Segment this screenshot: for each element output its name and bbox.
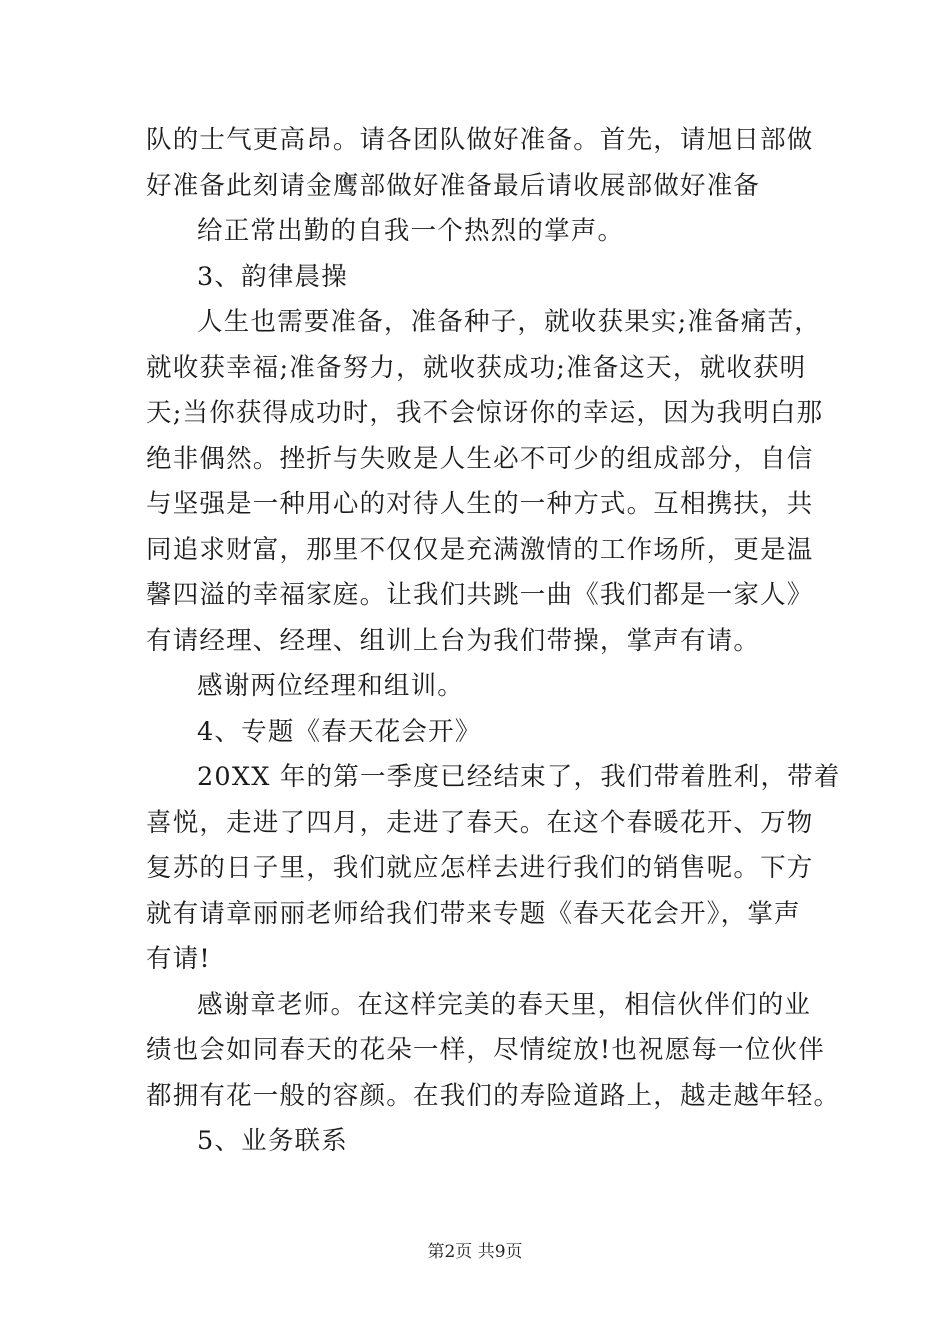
text-line: 喜悦，走进了四月，走进了春天。在这个春暖花开、万物	[146, 807, 814, 838]
section-heading: 4、专题《春天花会开》	[197, 716, 482, 747]
text-line: 都拥有花一般的容颜。在我们的寿险道路上，越走越年轻。	[146, 1080, 841, 1111]
text-line: 馨四溢的幸福家庭。让我们共跳一曲《我们都是一家人》	[146, 580, 814, 610]
text-line: 感谢章老师。在这样完美的春天里，相信伙伴们的业	[197, 989, 812, 1020]
text-line: 同追求财富，那里不仅仅是充满激情的工作场所，更是温	[146, 534, 814, 565]
text-line: 复苏的日子里，我们就应怎样去进行我们的销售呢。下方	[146, 853, 814, 883]
text-line: 有请经理、经理、组训上台为我们带操，掌声有请。	[146, 625, 761, 656]
page-number-footer: 第2页 共9页	[427, 1242, 523, 1262]
text-line: 与坚强是一种用心的对待人生的一种方式。互相携扶，共	[146, 489, 814, 519]
text-line: 绝非偶然。挫折与失败是人生必不可少的组成部分，自信	[146, 443, 814, 474]
text-line: 好准备此刻请金鹰部做好准备最后请收展部做好准备	[146, 170, 761, 201]
text-line: 有请!	[146, 944, 211, 974]
text-line: 天;当你获得成功时，我不会惊讶你的幸运，因为我明白那	[146, 398, 824, 428]
document-body	[146, 118, 841, 1165]
section-heading: 5、业务联系	[197, 1126, 348, 1156]
text-line: 就有请章丽丽老师给我们带来专题《春天花会开》，掌声	[146, 898, 801, 929]
text-line: 队的士气更高昂。请各团队做好准备。首先，请旭日部做	[146, 125, 814, 155]
text-line: 绩也会如同春天的花朵一样，尽情绽放!也祝愿每一位伙伴	[146, 1035, 825, 1065]
section-heading: 3、韵律晨操	[197, 261, 348, 292]
text-line: 20XX 年的第一季度已经结束了，我们带着胜利，带着	[197, 762, 841, 792]
text-line: 感谢两位经理和组训。	[197, 671, 465, 701]
text-line: 给正常出勤的自我一个热烈的掌声。	[197, 216, 625, 246]
text-line: 人生也需要准备，准备种子，就收获果实;准备痛苦，	[197, 307, 821, 337]
text-line: 就收获幸福;准备努力，就收获成功;准备这天，就收获明	[146, 352, 807, 383]
